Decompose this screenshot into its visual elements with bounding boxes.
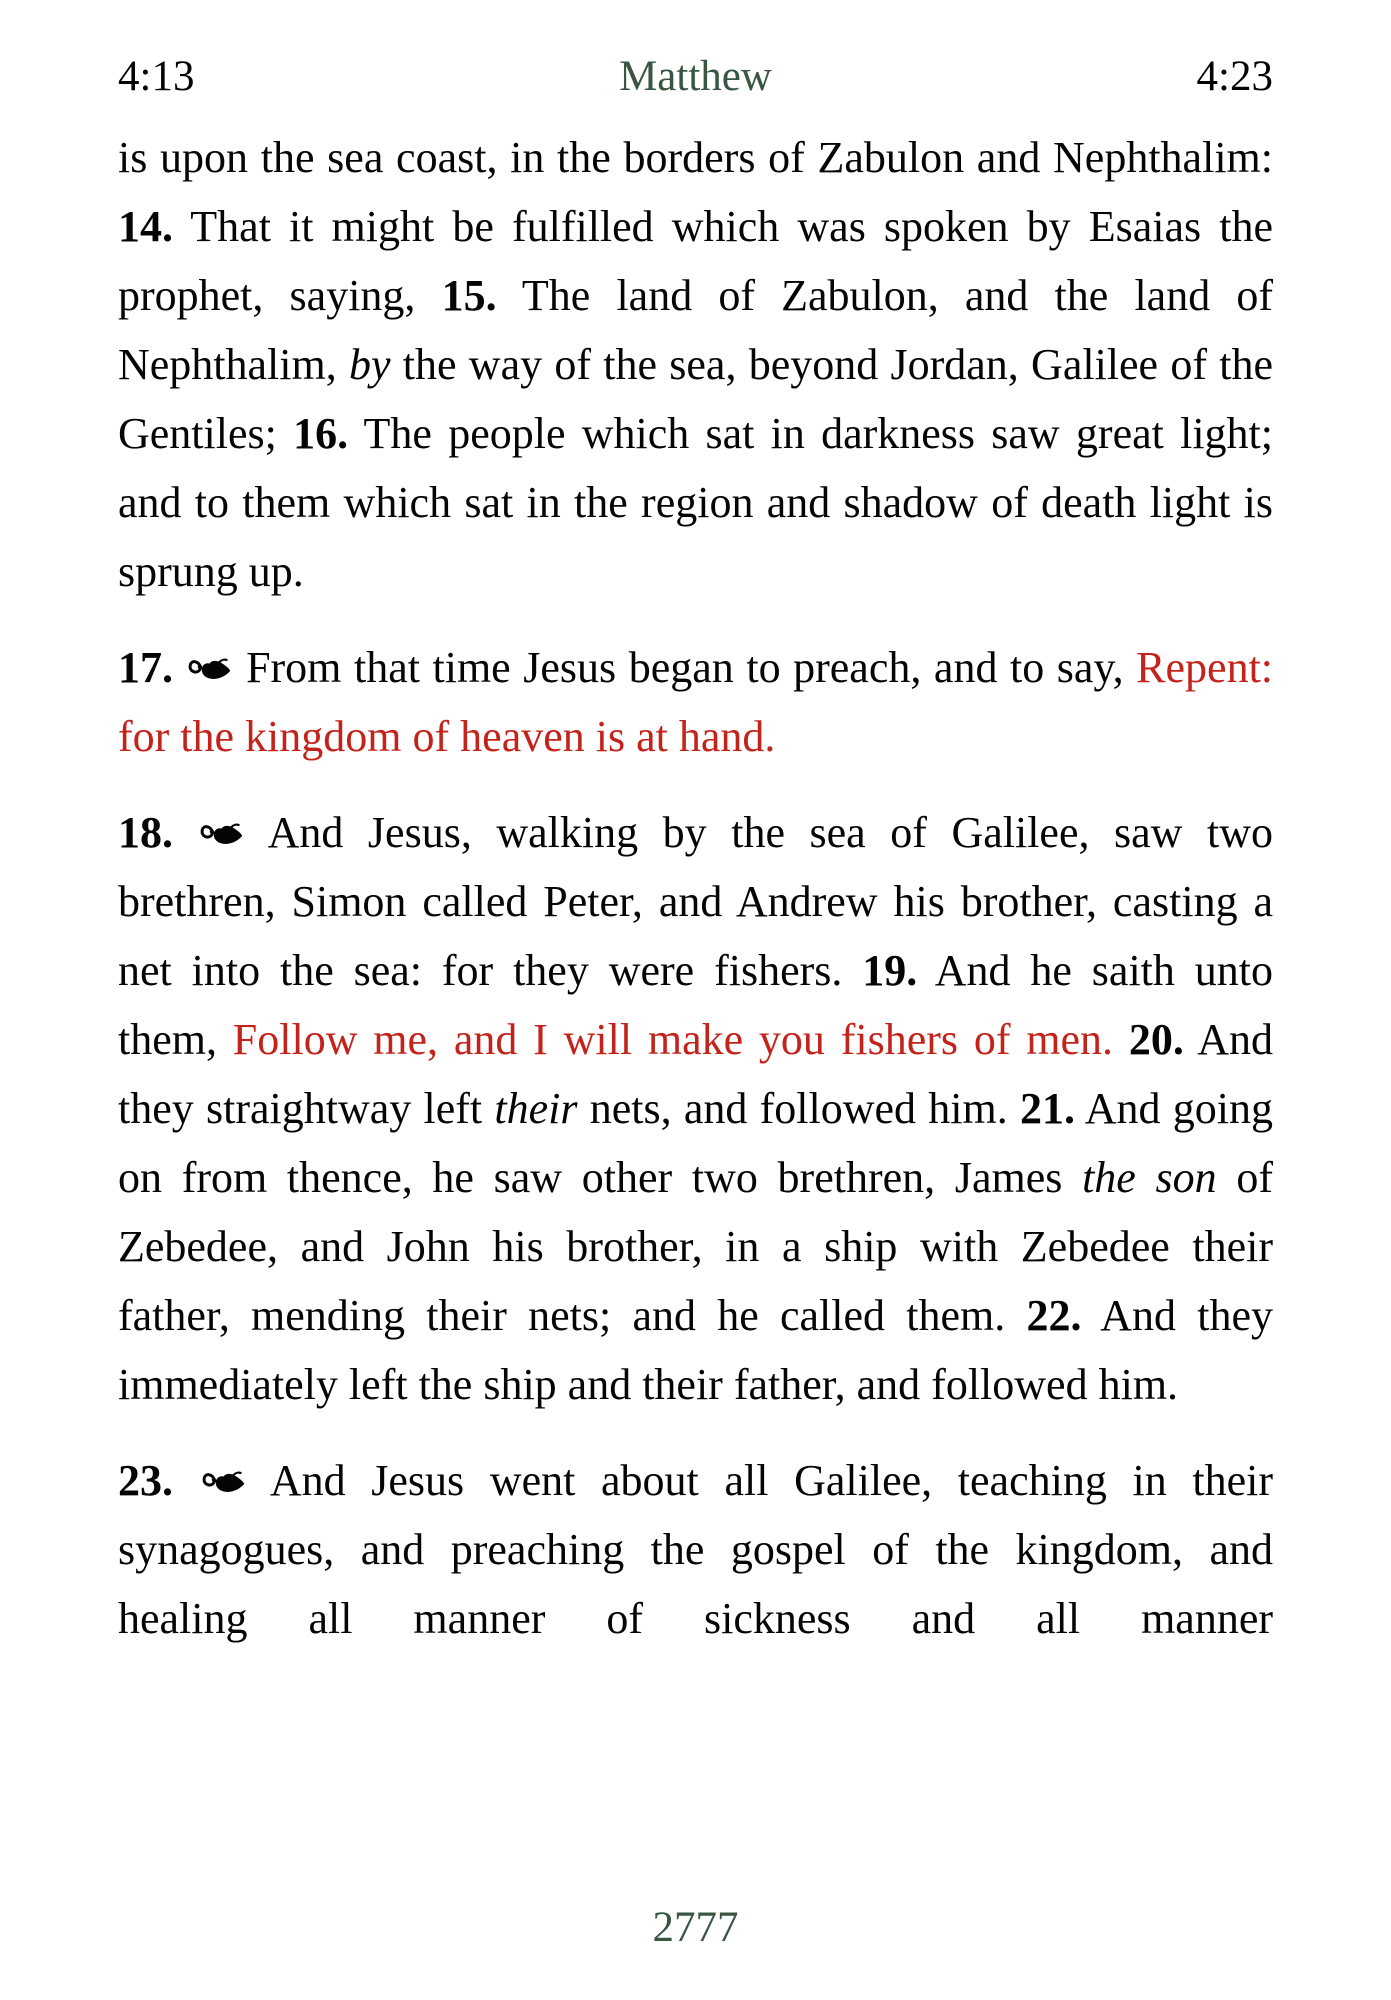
verse-number: 20. [1128,1015,1184,1065]
verse-text [1113,1015,1129,1064]
verse-number: 14. [118,202,173,252]
verse-text: nets, and followed him. [577,1084,1020,1134]
verse-number: 22. [1026,1291,1082,1341]
verse-text: And Jesus went about all Galilee, teaching in their synagogues, and preaching the gospel of the kingdom, and healing all manner of sickness and all manner [118,1456,1273,1644]
floral-heart-icon [200,1470,246,1496]
floral-heart-icon [198,822,244,848]
verse-text: the way of the sea, beyond Jordan, Galilee of the Gentiles; [118,340,1273,459]
added-word: their [494,1084,578,1134]
verse-text: And they straightway left [118,1015,1274,1134]
paragraph-verse-17 [118,633,1273,771]
verse-text: The land of Zabulon, and the land of Nephthalim, [118,271,1273,390]
scripture-body [118,123,1273,1653]
verse-text [173,643,186,692]
page-number: 2777 [652,1904,739,1951]
verse-number: 16. [293,409,349,459]
verse-number: 17. [118,643,173,693]
verse-text: And going on from thence, he saw other two brethren, James [118,1084,1274,1203]
verse-text: That it might be fulfilled which was spoken by Esaias the prophet, saying, [118,202,1273,321]
header-verse-ref-left: 4:13 [118,53,195,100]
paragraph-verses-13-16 [118,123,1273,606]
verse-text [173,1456,199,1505]
header-book-title: Matthew [619,53,772,100]
floral-heart-icon [186,657,232,683]
words-of-christ: Follow me, and I will make you fishers of men. [232,1015,1114,1065]
verse-number: 21. [1019,1084,1075,1134]
verse-number: 23. [118,1456,173,1506]
verse-text: From that time Jesus began to preach, and to say, [246,643,1137,693]
verse-text: And Jesus, walking by the sea of Galilee, saw two brethren, Simon called Peter, and Andrew his brother, casting a net into the sea: for they were fishers. [118,808,1273,996]
verse-text: of Zebedee, and John his brother, in a ship with Zebedee their father, mending their nets; and he called them. [118,1153,1273,1341]
words-of-christ: Repent: for the kingdom of heaven is at hand. [118,643,1274,762]
header-verse-ref-right: 4:23 [1196,53,1273,100]
paragraph-verses-18-22 [118,798,1273,1419]
verse-text [173,808,198,857]
added-word: the son [1082,1153,1217,1203]
verse-text: The people which sat in darkness saw great light; and to them which sat in the region and shadow of death light is sprung up. [118,409,1274,597]
verse-number: 18. [118,808,173,858]
verse-number: 19. [862,946,918,996]
page-footer [0,1903,1391,1952]
paragraph-verse-23 [118,1446,1273,1653]
running-header [118,52,1273,101]
added-word: by [349,340,391,390]
verse-text: is upon the sea coast, in the borders of Zabulon and Nephthalim: [118,133,1273,183]
verse-number: 15. [441,271,497,321]
verse-text: And he saith unto them, [118,946,1273,1065]
verse-text: And they immediately left the ship and their father, and followed him. [118,1291,1273,1410]
